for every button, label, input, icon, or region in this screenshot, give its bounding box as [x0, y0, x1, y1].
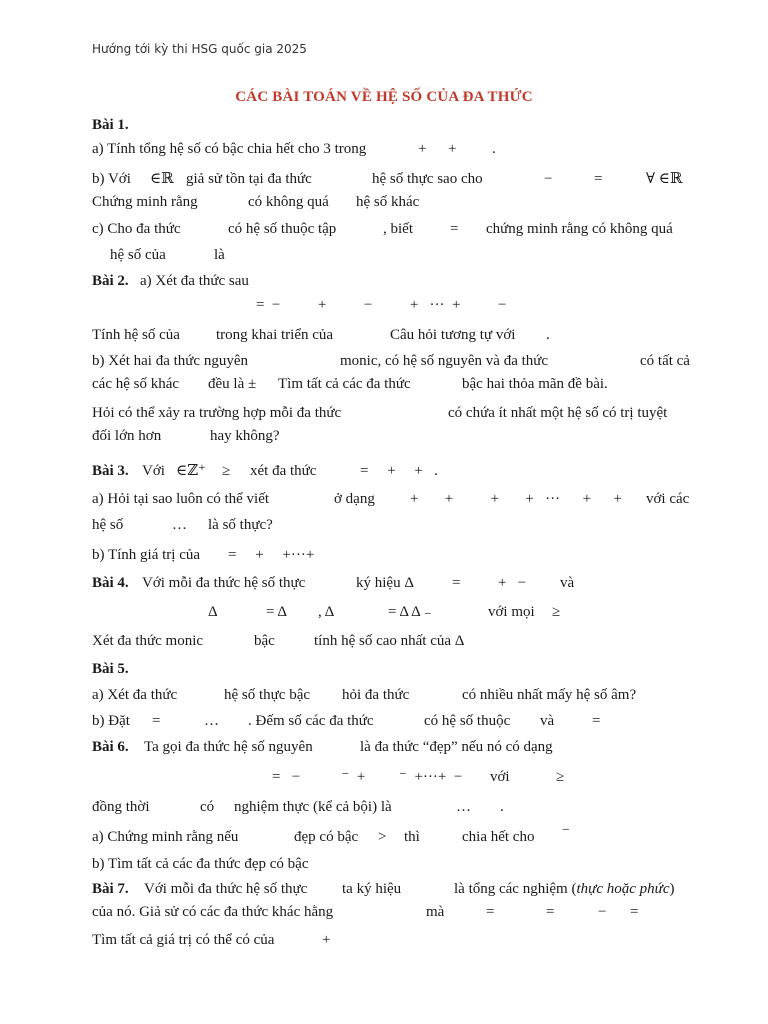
p2-b-text: monic, có hệ số nguyên và đa thức — [340, 353, 549, 369]
p6-math: . — [500, 799, 504, 815]
p4-formula: = Δ — [266, 604, 288, 620]
p6-text: Ta gọi đa thức hệ số nguyên — [144, 739, 313, 755]
p2-c-text: Hỏi có thể xảy ra trường hợp mỗi đa thức — [92, 405, 342, 421]
problem-3-heading: Bài 3. — [92, 463, 129, 479]
p5-b-math: = — [592, 713, 601, 729]
p3-math: ∈ℤ⁺ — [176, 463, 206, 479]
p7-text — [454, 879, 674, 899]
p1-b-text: giả sử tồn tại đa thức — [186, 171, 312, 187]
p7-text-close: ) — [669, 881, 675, 897]
p7-math: = — [630, 904, 639, 920]
p3-text: Với — [142, 463, 165, 479]
p4-text: Với mỗi đa thức hệ số thực — [142, 575, 306, 591]
p6-text: nghiệm thực (kể cả bội) là — [234, 799, 392, 815]
p2-b-text: đều là ± — [208, 376, 257, 392]
p4-math: = + − — [452, 575, 527, 591]
p2-a-text: a) Xét đa thức sau — [140, 273, 249, 289]
p7-text-italic: thực hoặc phức — [576, 881, 670, 897]
p1-c-text: có hệ số thuộc tập — [228, 221, 337, 237]
p5-b-text: có hệ số thuộc — [424, 713, 511, 729]
p7-text-plain: là tổng các nghiệm ( — [454, 881, 577, 897]
p1-a-text: a) Tính tổng hệ số có bậc chia hết cho 3 trong — [92, 141, 367, 157]
p1-b-math: ∀ ∈ℝ — [646, 171, 683, 187]
problem-1-heading: Bài 1. — [92, 117, 129, 133]
p1-c-math: = — [450, 221, 459, 237]
p3-a-text: với các — [646, 491, 690, 507]
p1-c-text: , biết — [383, 221, 413, 237]
p4-c-text: Xét đa thức monic — [92, 633, 204, 649]
p3-a-text: a) Hỏi tại sao luôn có thể viết — [92, 491, 270, 507]
p1-b-text: hệ số khác — [356, 194, 420, 210]
p5-b-math: … — [204, 713, 219, 729]
p7-text: của nó. Giả sử có các đa thức khác hằng — [92, 904, 334, 920]
p1-b-text: Chứng minh rằng — [92, 194, 198, 210]
p7-math: + — [322, 932, 331, 948]
p4-formula: với mọi — [488, 604, 535, 620]
p2-c-text: có chứa ít nhất một hệ số có trị tuyệt — [448, 405, 668, 421]
p1-b-text: b) Với — [92, 171, 131, 187]
p3-b-math: = + +···+ — [228, 547, 315, 563]
p5-b-math: = — [152, 713, 161, 729]
p6-b-text: b) Tìm tất cả các đa thức đẹp có bậc — [92, 856, 309, 872]
p2-b-text: bậc hai thỏa mãn đề bài. — [462, 376, 608, 392]
p7-math: = — [486, 904, 495, 920]
p4-c-text: tính hệ số cao nhất của Δ — [314, 633, 465, 649]
p1-c-text: chứng minh rằng có không quá — [486, 221, 673, 237]
p2-b-text: b) Xét hai đa thức nguyên — [92, 353, 248, 369]
running-header: Hướng tới kỳ thi HSG quốc gia 2025 — [92, 42, 307, 56]
problem-2-heading: Bài 2. — [92, 273, 129, 289]
p7-math: = — [546, 904, 555, 920]
p1-b-math: ∈ℝ — [150, 171, 174, 187]
p6-formula: = − ⁻ + ⁻ +···+ − — [272, 769, 463, 785]
p7-text: ta ký hiệu — [342, 881, 402, 897]
p6-text: có — [200, 799, 215, 815]
p4-c-text: bậc — [254, 633, 275, 649]
p7-math: − — [598, 904, 607, 920]
p4-text: và — [560, 575, 575, 591]
problem-4-heading: Bài 4. — [92, 575, 129, 591]
p2-c-text: đối lớn hơn — [92, 428, 162, 444]
p5-a-text: a) Xét đa thức — [92, 687, 178, 703]
p3-text: xét đa thức — [250, 463, 317, 479]
p5-b-text: và — [540, 713, 555, 729]
p6-math: … — [456, 799, 471, 815]
p5-a-text: có nhiều nhất mấy hệ số âm? — [462, 687, 637, 703]
document-title: CÁC BÀI TOÁN VỀ HỆ SỐ CỦA ĐA THỨC — [235, 89, 533, 105]
p6-a-text: a) Chứng minh rằng nếu — [92, 829, 239, 845]
p5-b-text: b) Đặt — [92, 713, 130, 729]
p1-b-text: hệ số thực sao cho — [372, 171, 483, 187]
p5-a-text: hỏi đa thức — [342, 687, 410, 703]
problem-7-heading: Bài 7. — [92, 881, 129, 897]
p1-c-text: là — [214, 247, 225, 263]
p4-text: ký hiệu Δ — [356, 575, 414, 591]
p1-a-math: + — [418, 141, 427, 157]
p6-formula: ≥ — [556, 769, 565, 785]
p2-a-text: trong khai triển của — [216, 327, 334, 343]
p2-c-text: hay không? — [210, 428, 280, 444]
p3-math: ≥ — [222, 463, 231, 479]
p6-text: là đa thức “đẹp” nếu nó có dạng — [360, 739, 553, 755]
p3-a-math: … — [172, 517, 187, 533]
p6-a-math: ⁻ — [562, 825, 570, 841]
p2-a-text: . — [546, 327, 550, 343]
p4-formula: Δ — [208, 604, 218, 620]
p4-formula: , Δ — [318, 604, 335, 620]
p3-a-math: + + + + ··· + + — [410, 491, 622, 507]
p5-a-text: hệ số thực bậc — [224, 687, 311, 703]
p2-a-text: Tính hệ số của — [92, 327, 180, 343]
p3-a-text: là số thực? — [208, 517, 273, 533]
p4-formula: ≥ — [552, 604, 561, 620]
p6-a-text: đẹp có bậc — [294, 829, 359, 845]
p5-b-text: . Đếm số các đa thức — [248, 713, 374, 729]
p1-b-math: − — [544, 171, 553, 187]
p2-b-text: có tất cả — [640, 353, 690, 369]
p2-b-text: các hệ số khác — [92, 376, 180, 392]
p7-text: Tìm tất cả giá trị có thể có của — [92, 932, 275, 948]
p6-text: đồng thời — [92, 799, 150, 815]
p4-formula: = Δ Δ ₋ — [388, 604, 432, 620]
p1-a-math: . — [492, 141, 496, 157]
problem-5-heading: Bài 5. — [92, 661, 129, 677]
p3-b-text: b) Tính giá trị của — [92, 547, 201, 563]
p1-c-text: hệ số của — [110, 247, 166, 263]
p3-a-text: hệ số — [92, 517, 124, 533]
p7-text: Với mỗi đa thức hệ số thực — [144, 881, 308, 897]
p1-b-math: = — [594, 171, 603, 187]
p2-formula: = − + − + ··· + − — [256, 297, 507, 313]
p2-a-text: Câu hỏi tương tự với — [390, 327, 516, 343]
p6-formula: với — [490, 769, 510, 785]
p6-a-math: > — [378, 829, 387, 845]
p6-a-text: chia hết cho — [462, 829, 535, 845]
p1-c-text: c) Cho đa thức — [92, 221, 181, 237]
p3-a-text: ở dạng — [334, 491, 375, 507]
p1-b-text: có không quá — [248, 194, 329, 210]
p3-math: = + + . — [360, 463, 438, 479]
problem-6-heading: Bài 6. — [92, 739, 129, 755]
p7-text: mà — [426, 904, 445, 920]
p2-b-text: Tìm tất cả các đa thức — [278, 376, 411, 392]
p1-a-math: + — [448, 141, 457, 157]
p6-a-text: thì — [404, 829, 420, 845]
